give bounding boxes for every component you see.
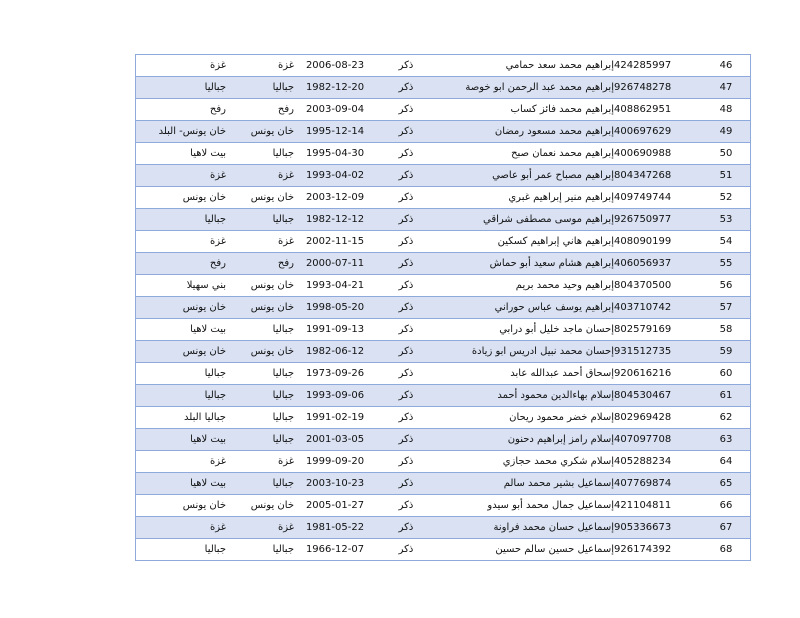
gender-cell: ذكر	[376, 121, 436, 143]
name-cell: إبراهيم هشام سعيد أبو حماش	[436, 253, 614, 275]
name-cell: إحسان ماجد خليل أبو درابي	[436, 319, 614, 341]
table-row	[136, 209, 751, 231]
city-cell: بني سهيلا	[136, 275, 227, 297]
gender-cell: ذكر	[376, 55, 436, 77]
area-cell: خان يونس	[226, 275, 294, 297]
birth-date-cell: 1982-06-12	[294, 341, 376, 363]
area-cell: غزة	[226, 231, 294, 253]
name-cell: إبراهيم موسى مصطفى شراقي	[436, 209, 614, 231]
id-number-cell: 424285997	[614, 55, 702, 77]
id-number-cell: 920616216	[614, 363, 702, 385]
roster-table	[135, 54, 751, 561]
row-number-cell: 64	[702, 451, 751, 473]
id-number-cell: 802969428	[614, 407, 702, 429]
birth-date-cell: 1982-12-12	[294, 209, 376, 231]
birth-date-cell: 2001-03-05	[294, 429, 376, 451]
id-number-cell: 804530467	[614, 385, 702, 407]
table-row	[136, 495, 751, 517]
table-row	[136, 297, 751, 319]
gender-cell: ذكر	[376, 209, 436, 231]
area-cell: جباليا	[226, 407, 294, 429]
table-row	[136, 99, 751, 121]
table-row	[136, 539, 751, 561]
id-number-cell: 802579169	[614, 319, 702, 341]
gender-cell: ذكر	[376, 99, 436, 121]
area-cell: خان يونس	[226, 187, 294, 209]
row-number-cell: 49	[702, 121, 751, 143]
gender-cell: ذكر	[376, 363, 436, 385]
gender-cell: ذكر	[376, 231, 436, 253]
area-cell: جباليا	[226, 473, 294, 495]
name-cell: إبراهيم محمد نعمان صبح	[436, 143, 614, 165]
id-number-cell: 926750977	[614, 209, 702, 231]
gender-cell: ذكر	[376, 407, 436, 429]
birth-date-cell: 2005-01-27	[294, 495, 376, 517]
birth-date-cell: 2006-08-23	[294, 55, 376, 77]
id-number-cell: 400697629	[614, 121, 702, 143]
name-cell: إحسان محمد نبيل ادريس ابو زيادة	[436, 341, 614, 363]
birth-date-cell: 1993-04-21	[294, 275, 376, 297]
city-cell: خان يونس	[136, 187, 227, 209]
row-number-cell: 53	[702, 209, 751, 231]
row-number-cell: 57	[702, 297, 751, 319]
name-cell: إسماعيل حسين سالم حسين	[436, 539, 614, 561]
name-cell: إسماعيل بشير محمد سالم	[436, 473, 614, 495]
birth-date-cell: 2003-10-23	[294, 473, 376, 495]
table-row	[136, 77, 751, 99]
id-number-cell: 405288234	[614, 451, 702, 473]
area-cell: غزة	[226, 165, 294, 187]
birth-date-cell: 1991-09-13	[294, 319, 376, 341]
id-number-cell: 926174392	[614, 539, 702, 561]
table-row	[136, 407, 751, 429]
area-cell: جباليا	[226, 363, 294, 385]
gender-cell: ذكر	[376, 495, 436, 517]
city-cell: جباليا	[136, 385, 227, 407]
table-row	[136, 143, 751, 165]
table-row	[136, 451, 751, 473]
table-row	[136, 363, 751, 385]
name-cell: إبراهيم وحيد محمد بريم	[436, 275, 614, 297]
id-number-cell: 409749744	[614, 187, 702, 209]
area-cell: جباليا	[226, 319, 294, 341]
birth-date-cell: 2003-09-04	[294, 99, 376, 121]
id-number-cell: 421104811	[614, 495, 702, 517]
row-number-cell: 52	[702, 187, 751, 209]
birth-date-cell: 1995-04-30	[294, 143, 376, 165]
name-cell: إبراهيم منير إبراهيم غبري	[436, 187, 614, 209]
id-number-cell: 931512735	[614, 341, 702, 363]
city-cell: جباليا	[136, 209, 227, 231]
city-cell: جباليا البلد	[136, 407, 227, 429]
area-cell: جباليا	[226, 143, 294, 165]
birth-date-cell: 1993-04-02	[294, 165, 376, 187]
city-cell: غزة	[136, 517, 227, 539]
row-number-cell: 48	[702, 99, 751, 121]
name-cell: إسماعيل حسان محمد فراونة	[436, 517, 614, 539]
birth-date-cell: 1999-09-20	[294, 451, 376, 473]
name-cell: إسماعيل جمال محمد أبو سيدو	[436, 495, 614, 517]
gender-cell: ذكر	[376, 319, 436, 341]
row-number-cell: 62	[702, 407, 751, 429]
city-cell: غزة	[136, 231, 227, 253]
table-row	[136, 341, 751, 363]
area-cell: خان يونس	[226, 297, 294, 319]
name-cell: إسلام رامز إبراهيم دحنون	[436, 429, 614, 451]
area-cell: جباليا	[226, 77, 294, 99]
row-number-cell: 59	[702, 341, 751, 363]
area-cell: جباليا	[226, 539, 294, 561]
table-row	[136, 165, 751, 187]
gender-cell: ذكر	[376, 429, 436, 451]
id-number-cell: 406056937	[614, 253, 702, 275]
birth-date-cell: 1998-05-20	[294, 297, 376, 319]
gender-cell: ذكر	[376, 165, 436, 187]
table-row	[136, 55, 751, 77]
row-number-cell: 55	[702, 253, 751, 275]
gender-cell: ذكر	[376, 77, 436, 99]
city-cell: بيت لاهيا	[136, 429, 227, 451]
gender-cell: ذكر	[376, 473, 436, 495]
area-cell: غزة	[226, 55, 294, 77]
id-number-cell: 905336673	[614, 517, 702, 539]
city-cell: غزة	[136, 451, 227, 473]
name-cell: إسلام خضر محمود ريحان	[436, 407, 614, 429]
area-cell: غزة	[226, 517, 294, 539]
area-cell: خان يونس	[226, 121, 294, 143]
name-cell: إبراهيم محمد سعد حمامي	[436, 55, 614, 77]
id-number-cell: 407097708	[614, 429, 702, 451]
name-cell: إسلام بهاءالدين محمود أحمد	[436, 385, 614, 407]
table-row	[136, 517, 751, 539]
city-cell: جباليا	[136, 77, 227, 99]
row-number-cell: 67	[702, 517, 751, 539]
table-row	[136, 275, 751, 297]
name-cell: إبراهيم محمد عبد الرحمن ابو خوصة	[436, 77, 614, 99]
row-number-cell: 56	[702, 275, 751, 297]
area-cell: جباليا	[226, 385, 294, 407]
city-cell: غزة	[136, 55, 227, 77]
row-number-cell: 58	[702, 319, 751, 341]
city-cell: غزة	[136, 165, 227, 187]
table-row	[136, 319, 751, 341]
table-row	[136, 253, 751, 275]
table-row	[136, 429, 751, 451]
table-row	[136, 473, 751, 495]
gender-cell: ذكر	[376, 385, 436, 407]
name-cell: إبراهيم مصباح عمر أبو عاصي	[436, 165, 614, 187]
row-number-cell: 47	[702, 77, 751, 99]
gender-cell: ذكر	[376, 143, 436, 165]
gender-cell: ذكر	[376, 517, 436, 539]
table-row	[136, 187, 751, 209]
birth-date-cell: 1995-12-14	[294, 121, 376, 143]
area-cell: جباليا	[226, 209, 294, 231]
table-row	[136, 385, 751, 407]
table-row	[136, 231, 751, 253]
id-number-cell: 407769874	[614, 473, 702, 495]
row-number-cell: 50	[702, 143, 751, 165]
city-cell: خان يونس	[136, 341, 227, 363]
table-row	[136, 121, 751, 143]
name-cell: إبراهيم هاني إبراهيم كسكين	[436, 231, 614, 253]
id-number-cell: 408090199	[614, 231, 702, 253]
birth-date-cell: 1966-12-07	[294, 539, 376, 561]
row-number-cell: 65	[702, 473, 751, 495]
area-cell: رفح	[226, 253, 294, 275]
name-cell: إبراهيم يوسف عباس حوراني	[436, 297, 614, 319]
area-cell: خان يونس	[226, 495, 294, 517]
id-number-cell: 403710742	[614, 297, 702, 319]
area-cell: جباليا	[226, 429, 294, 451]
gender-cell: ذكر	[376, 539, 436, 561]
birth-date-cell: 2003-12-09	[294, 187, 376, 209]
birth-date-cell: 2002-11-15	[294, 231, 376, 253]
row-number-cell: 46	[702, 55, 751, 77]
row-number-cell: 61	[702, 385, 751, 407]
city-cell: جباليا	[136, 363, 227, 385]
name-cell: إبراهيم محمد فائز كساب	[436, 99, 614, 121]
city-cell: خان يونس	[136, 495, 227, 517]
row-number-cell: 51	[702, 165, 751, 187]
row-number-cell: 68	[702, 539, 751, 561]
city-cell: خان يونس- البلد	[136, 121, 227, 143]
gender-cell: ذكر	[376, 297, 436, 319]
id-number-cell: 408862951	[614, 99, 702, 121]
birth-date-cell: 2000-07-11	[294, 253, 376, 275]
birth-date-cell: 1993-09-06	[294, 385, 376, 407]
area-cell: غزة	[226, 451, 294, 473]
row-number-cell: 66	[702, 495, 751, 517]
birth-date-cell: 1973-09-26	[294, 363, 376, 385]
city-cell: بيت لاهيا	[136, 319, 227, 341]
city-cell: بيت لاهيا	[136, 473, 227, 495]
birth-date-cell: 1981-05-22	[294, 517, 376, 539]
id-number-cell: 926748278	[614, 77, 702, 99]
row-number-cell: 63	[702, 429, 751, 451]
gender-cell: ذكر	[376, 187, 436, 209]
gender-cell: ذكر	[376, 275, 436, 297]
row-number-cell: 60	[702, 363, 751, 385]
gender-cell: ذكر	[376, 253, 436, 275]
area-cell: خان يونس	[226, 341, 294, 363]
id-number-cell: 804370500	[614, 275, 702, 297]
city-cell: رفح	[136, 253, 227, 275]
area-cell: رفح	[226, 99, 294, 121]
row-number-cell: 54	[702, 231, 751, 253]
roster-table-body	[136, 55, 751, 561]
city-cell: خان يونس	[136, 297, 227, 319]
name-cell: إسلام شكري محمد حجازي	[436, 451, 614, 473]
gender-cell: ذكر	[376, 341, 436, 363]
city-cell: جباليا	[136, 539, 227, 561]
birth-date-cell: 1982-12-20	[294, 77, 376, 99]
city-cell: بيت لاهيا	[136, 143, 227, 165]
gender-cell: ذكر	[376, 451, 436, 473]
id-number-cell: 804347268	[614, 165, 702, 187]
name-cell: إبراهيم محمد مسعود رمضان	[436, 121, 614, 143]
id-number-cell: 400690988	[614, 143, 702, 165]
city-cell: رفح	[136, 99, 227, 121]
birth-date-cell: 1991-02-19	[294, 407, 376, 429]
name-cell: إسحاق أحمد عبدالله عابد	[436, 363, 614, 385]
